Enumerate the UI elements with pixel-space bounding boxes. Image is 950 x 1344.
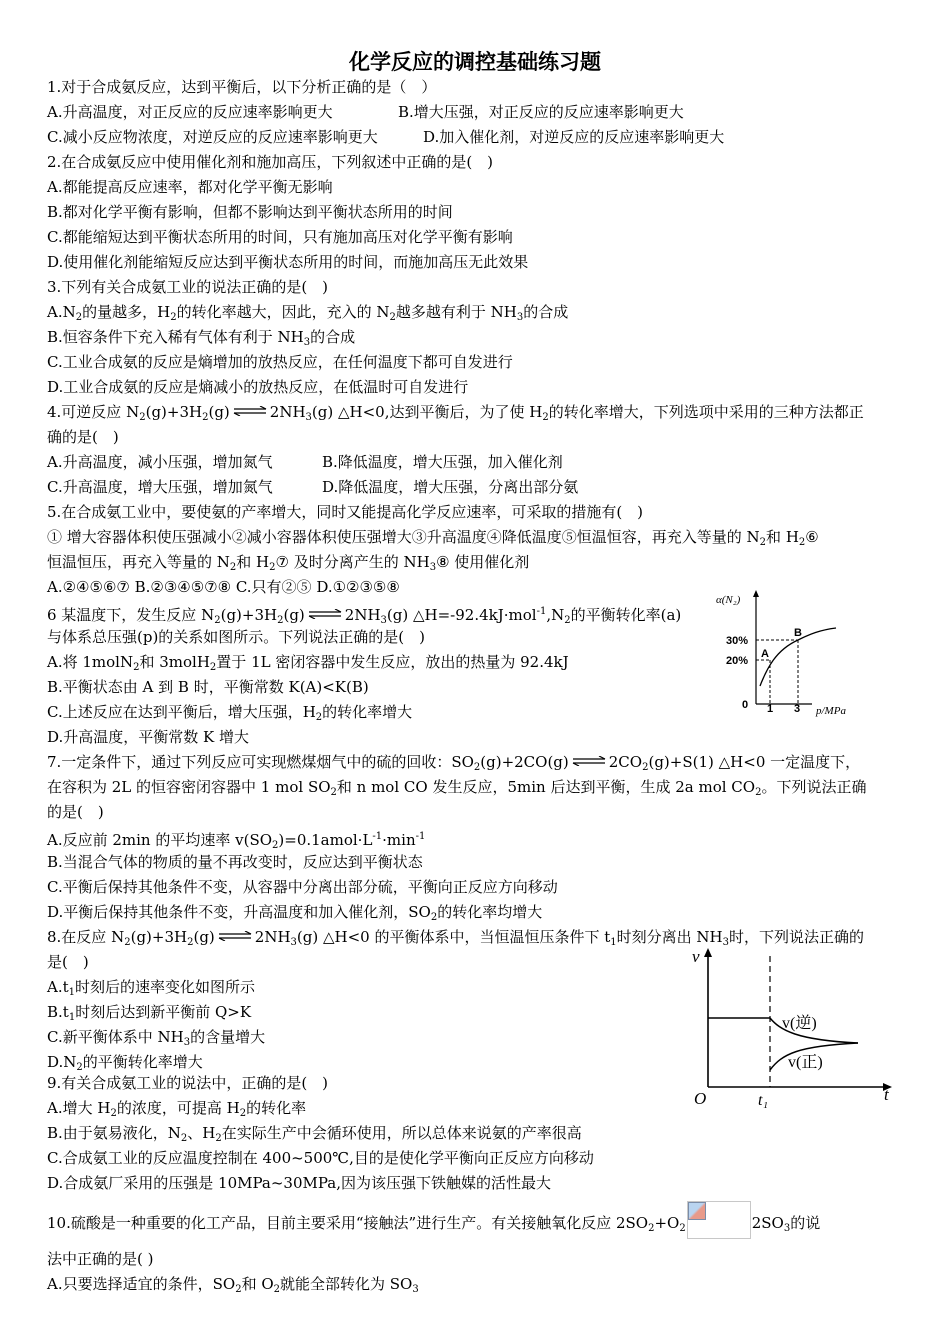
q10-option-a: A.只要选择适宜的条件，$SO_2$和 $O_2$就能全部转化为 $SO_3$	[47, 1275, 419, 1295]
q9-option-b: B.由于氨易液化，$N_2$、$H_2$在实际生产中会循环使用，所以总体来说氨的产率很高	[47, 1124, 582, 1144]
y-axis-arrow-icon	[704, 948, 712, 957]
q4-stem-cont: 确的是( )	[47, 428, 119, 446]
conversion-pressure-graph	[712, 586, 872, 721]
t1-label: t₁	[758, 1092, 769, 1109]
x-tick-3: 3	[794, 703, 801, 715]
q1-option-b: B.增大压强，对正反应的反应速率影响更大	[398, 103, 684, 121]
q4-option-c: C.升高温度，增大压强，增加氮气	[47, 478, 273, 496]
q5-stem: 5.在合成氨工业中，要使氨的产率增大，同时又能提高化学反应速率，可采取的措施有( )	[47, 503, 644, 521]
q7-stem-end: 的是( )	[47, 803, 104, 821]
q3-option-b: B.恒容条件下充入稀有气体有利于 $NH_3$的合成	[47, 328, 356, 348]
q2-option-a: A.都能提高反应速率，都对化学平衡无影响	[47, 178, 333, 196]
x-tick-1: 1	[767, 703, 774, 715]
y-axis-arrow-icon	[753, 590, 759, 597]
forward-rate-label: v(正)	[788, 1054, 823, 1071]
y-axis-label: α(N₂)	[716, 594, 741, 606]
q6-option-c: C.上述反应在达到平衡后，增大压强，$H_2$的转化率增大	[47, 703, 413, 723]
q9-option-d: D.合成氨厂采用的压强是 10MPa~30MPa,因为该压强下铁触媒的活性最大	[47, 1174, 551, 1192]
q6-option-b: B.平衡状态由 A 到 B 时，平衡常数 K(A)<K(B)	[47, 678, 369, 696]
q1-option-a: A.升高温度，对正反应的反应速率影响更大	[47, 103, 333, 121]
origin-label: 0	[742, 699, 749, 711]
origin-label: O	[694, 1089, 707, 1108]
q9-option-c: C.合成氨工业的反应温度控制在 400~500℃,目的是使化学平衡向正反应方向移动	[47, 1149, 594, 1167]
q7-option-d: D.平衡后保持其他条件不变，升高温度和加入催化剂，$SO_2$的转化率均增大	[47, 903, 543, 923]
y-axis-label: v	[692, 947, 700, 966]
q10-stem-cont: 法中正确的是( )	[47, 1250, 154, 1268]
q1-stem: 1.对于合成氨反应，达到平衡后，以下分析正确的是（ ）	[47, 78, 437, 96]
point-b-label: B	[794, 627, 802, 639]
equilibrium-arrow-icon	[307, 609, 343, 619]
q4-option-a: A.升高温度，减小压强，增加氮气	[47, 453, 273, 471]
q4-option-b: B.降低温度，增大压强，加入催化剂	[322, 453, 563, 471]
q7-option-b: B.当混合气体的物质的量不再改变时，反应达到平衡状态	[47, 853, 423, 871]
rate-time-graph	[688, 942, 903, 1112]
q8-stem: 8.在反应 $N_2(g)+3H_2(g)$ $2NH_3(g)$ △H<0 的平衡体系中，当恒温恒压条件下 $t_1$时刻分离出 $NH_3$时，下列说法正确的	[47, 928, 865, 948]
page-title: 化学反应的调控基础练习题	[349, 50, 601, 74]
q5-options: A.②④⑤⑥⑦ B.②③④⑤⑦⑧ C.只有②⑤ D.①②③⑤⑧	[47, 578, 400, 596]
q9-stem: 9.有关合成氨工业的说法中，正确的是( )	[47, 1074, 329, 1092]
q3-option-c: C.工业合成氨的反应是熵增加的放热反应，在任何温度下都可自发进行	[47, 353, 513, 371]
equilibrium-arrow-icon	[232, 406, 268, 416]
q7-option-c: C.平衡后保持其他条件不变，从容器中分离出部分硫，平衡向正反应方向移动	[47, 878, 558, 896]
q9-option-a: A.增大 $H_2$的浓度，可提高 $H_2$的转化率	[47, 1099, 307, 1119]
q1-option-c: C.减小反应物浓度，对逆反应的反应速率影响更大	[47, 128, 378, 146]
q10-stem: 10.硫酸是一种重要的化工产品，目前主要采用“接触法”进行生产。有关接触氧化反应 $2SO_2+O_2$ $2SO_3$的说	[47, 1205, 820, 1243]
q6-option-a: A.将 1molN$_2$和 3molH$_2$置于 1L 密闭容器中发生反应，放出的热量为 92.4kJ	[47, 653, 569, 673]
q8-stem-cont: 是( )	[47, 953, 89, 971]
q2-option-d: D.使用催化剂能缩短反应达到平衡状态所用的时间，而施加高压无此效果	[47, 253, 529, 271]
q3-option-d: D.工业合成氨的反应是熵减小的放热反应，在低温时可自发进行	[47, 378, 469, 396]
x-axis-label: p/MPa	[816, 705, 846, 717]
q8-option-a: $A.t_1$时刻后的速率变化如图所示	[47, 978, 256, 998]
q8-option-c: C.新平衡体系中 $NH_3$的含量增大	[47, 1028, 266, 1048]
y-tick-30: 30%	[726, 635, 749, 647]
q6-option-d: D.升高温度，平衡常数 K 增大	[47, 728, 250, 746]
q7-option-a: A.反应前 2min 的平均速率 $v(SO_2)=0.1amol\cdot L^{-1}\cdot\min^{-1}$	[47, 831, 426, 851]
q2-stem: 2.在合成氨反应中使用催化剂和施加高压，下列叙述中正确的是( )	[47, 153, 494, 171]
q5-measures: ① 增大容器体积使压强减小②减小容器体积使压强增大③升高温度④降低温度⑤恒温恒容，再充入等量的 $N_2$和 $H_2⑥$	[47, 528, 819, 548]
q4-option-d: D.降低温度，增大压强，分离出部分氨	[322, 478, 579, 496]
q2-option-b: B.都对化学平衡有影响，但都不影响达到平衡状态所用的时间	[47, 203, 453, 221]
q8-option-d: $D.N_2$的平衡转化率增大	[47, 1053, 203, 1073]
q7-stem-cont: 在容积为 2L 的恒容密闭容器中 1 mol $SO_2$和 n mol CO 发生反应，5min 后达到平衡，生成 2a mol $CO_2$。下列说法正确	[47, 778, 867, 798]
y-tick-20: 20%	[726, 655, 749, 667]
broken-image-icon	[688, 1202, 706, 1220]
q6-stem-cont: 与体系总压强(p)的关系如图所示。下列说法正确的是( )	[47, 628, 426, 646]
equilibrium-arrow-icon	[217, 931, 253, 941]
q4-stem: 4.可逆反应 $N_2(g)+3H_2(g)$ $2NH_3(g)$ △H<0,达到平衡后，为了使 $H_2$的转化率增大，下列选项中采用的三种方法都正	[47, 403, 864, 423]
point-a-label: A	[761, 648, 769, 660]
missing-image-placeholder	[687, 1201, 751, 1239]
q8-option-b: $B.t_1$时刻后达到新平衡前 Q>K	[47, 1003, 252, 1023]
x-axis-label: t	[884, 1085, 889, 1104]
q3-option-a: $A.N_2$的量越多，$H_2$的转化率越大，因此，充入的 $N_2$越多越有利于 $NH_3$的合成	[47, 303, 569, 323]
q2-option-c: C.都能缩短达到平衡状态所用的时间，只有施加高压对化学平衡有影响	[47, 228, 513, 246]
q6-stem: 6 某温度下，发生反应 $N_2(g)+3H_2(g)$ $2NH_3(g)$ $\triangle H=-92.4kJ\cdot mol^{-1},N_2$的平衡转化率(a)	[47, 606, 682, 626]
q3-stem: 3.下列有关合成氨工业的说法正确的是( )	[47, 278, 329, 296]
q1-option-d: D.加入催化剂，对逆反应的反应速率影响更大	[423, 128, 725, 146]
q7-stem: 7.一定条件下，通过下列反应可实现燃煤烟气中的硫的回收：$SO_2(g)+2CO(g)$ $2CO_2(g)+S(1)$ △H<0 一定温度下，	[47, 753, 861, 773]
reverse-rate-label: v(逆)	[782, 1015, 817, 1032]
equilibrium-arrow-icon	[571, 756, 607, 766]
q5-measures-cont: 恒温恒压，再充入等量的 $N_2$和 $H_2⑦$ 及时分离产生的 $NH_3⑧$ 使用催化剂	[47, 553, 530, 573]
